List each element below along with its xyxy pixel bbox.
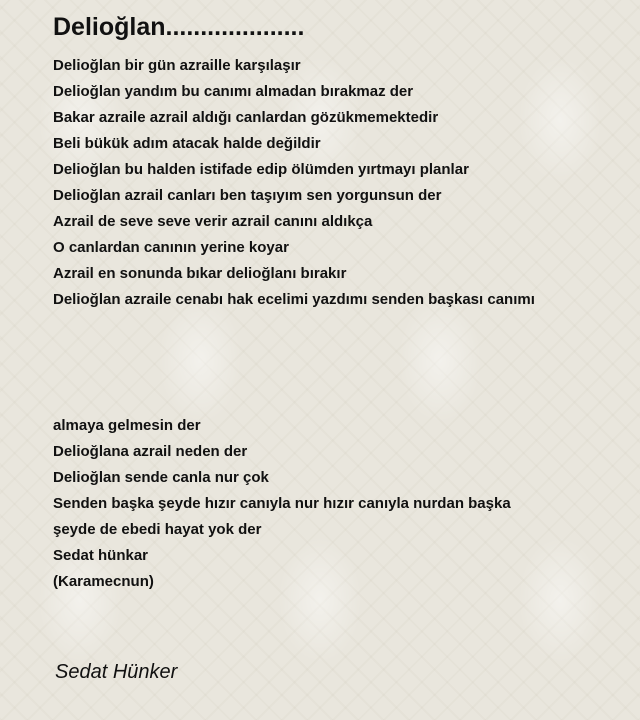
poem-stanza-1 [53, 53, 535, 313]
verse-line: Delioğlana azrail neden der [53, 443, 248, 460]
verse-line: almaya gelmesin der [53, 417, 201, 434]
poet-name: Sedat Hünker [55, 661, 178, 683]
verse-line: Senden başka şeyde hızır canıyla nur hızır canıyla nurdan başka [53, 495, 511, 512]
verse-line: Delioğlan bu halden istifade edip ölümden yırtmayı planlar [53, 161, 469, 178]
verse-line: O canlardan canının yerine koyar [53, 239, 289, 256]
verse-line: Bakar azraile azrail aldığı canlardan gözükmemektedir [53, 109, 439, 126]
verse-line: Beli bükük adım atacak halde değildir [53, 135, 321, 152]
poem-stanza-2 [53, 413, 511, 595]
poem-title: Delioğlan.................... [53, 13, 305, 41]
verse-line: Delioğlan sende canla nur çok [53, 469, 269, 486]
verse-line: Delioğlan azraile cenabı hak ecelimi yazdımı senden başkası canımı [53, 291, 535, 308]
verse-line: Azrail de seve seve verir azrail canını aldıkça [53, 213, 373, 230]
verse-line: Sedat hünkar [53, 547, 149, 564]
verse-line: Delioğlan bir gün azraille karşılaşır [53, 57, 301, 74]
verse-line: (Karamecnun) [53, 573, 154, 590]
verse-line: Azrail en sonunda bıkar delioğlanı bırakır [53, 265, 347, 282]
verse-line: Delioğlan azrail canları ben taşıyım sen yorgunsun der [53, 187, 442, 204]
verse-line: şeyde de ebedi hayat yok der [53, 521, 262, 538]
verse-line: Delioğlan yandım bu canımı almadan bırakmaz der [53, 83, 414, 100]
